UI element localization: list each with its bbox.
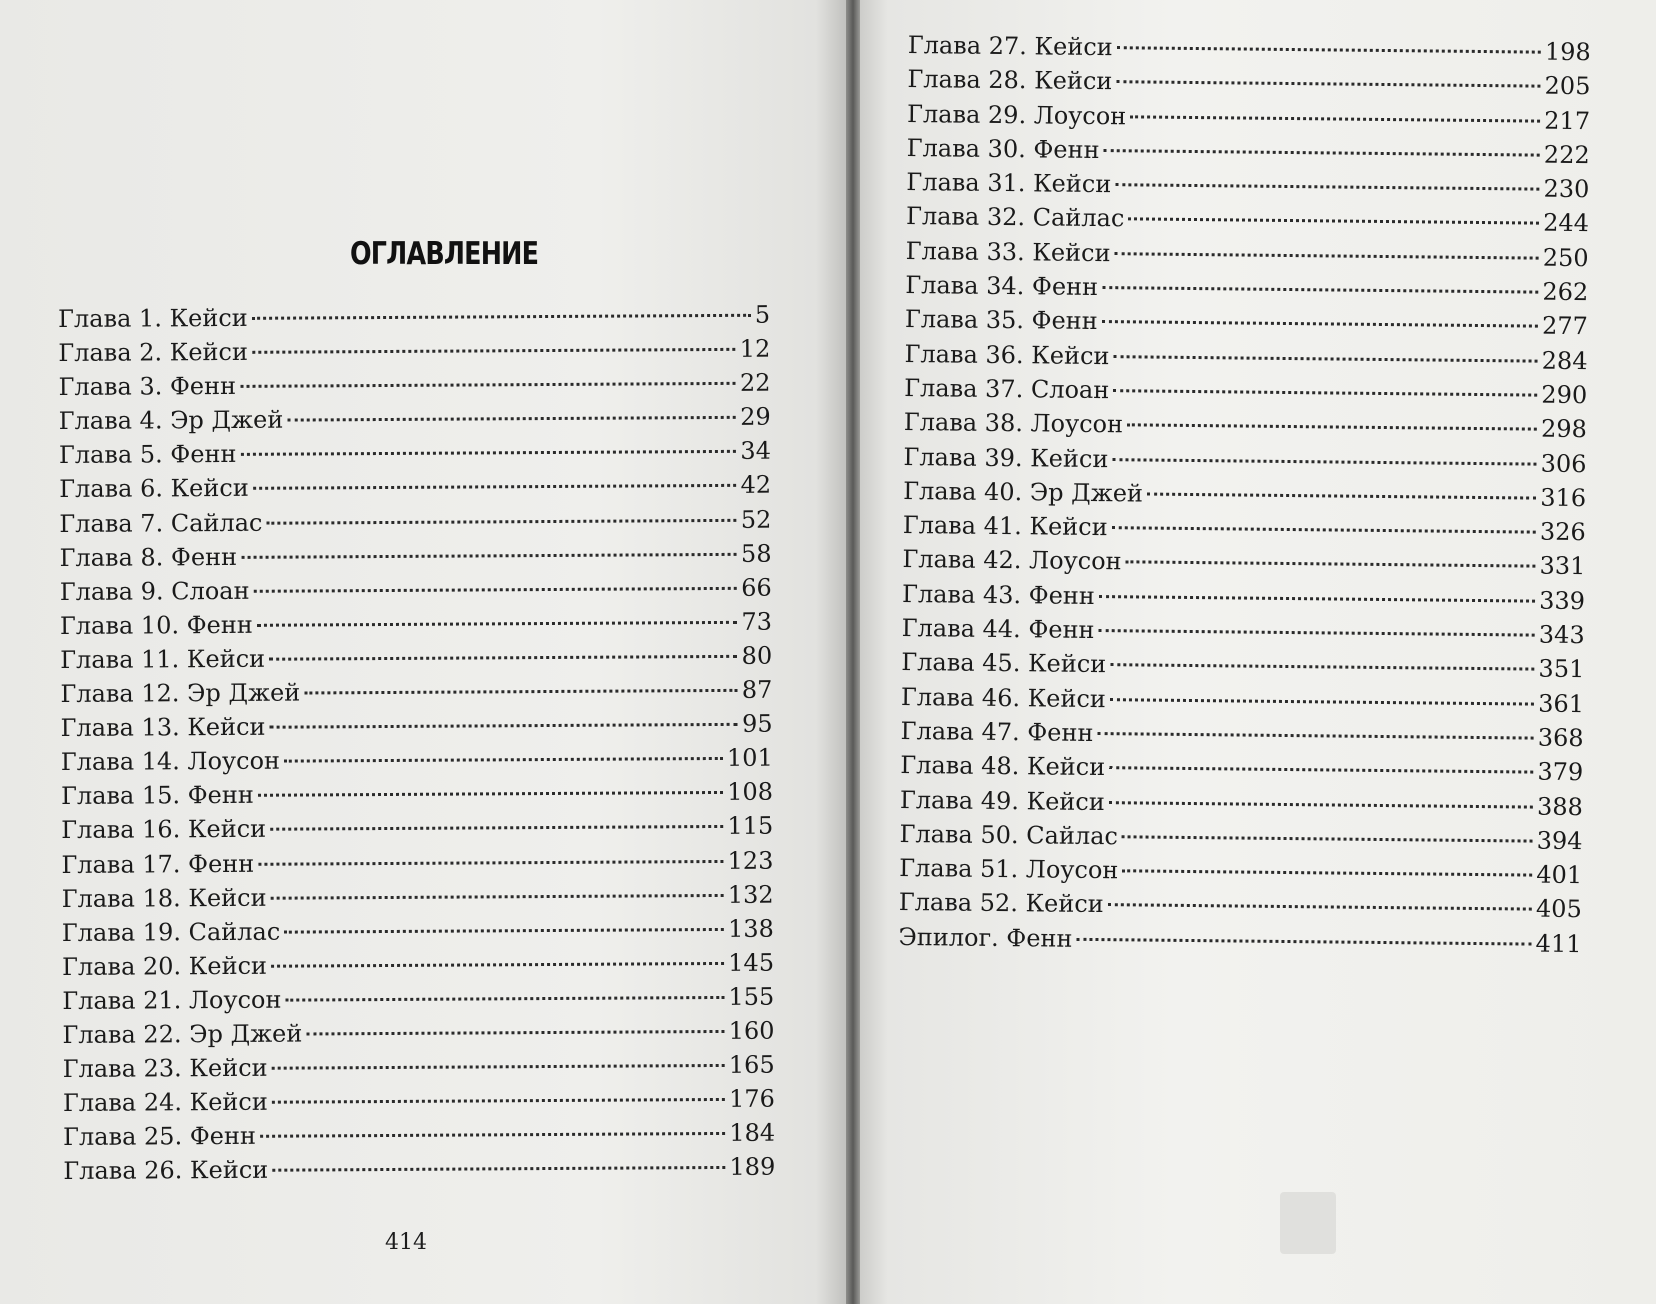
toc-entry-page: 22 <box>739 368 771 398</box>
toc-entry-page: 42 <box>740 471 772 500</box>
toc-entry-title: Глава 43. Фенн <box>901 579 1096 610</box>
toc-entry-page: 379 <box>1537 757 1584 787</box>
toc-entry-title: Глава 39. Кейси <box>903 442 1109 473</box>
toc-entry <box>58 366 770 404</box>
toc-entry-title: Глава 41. Кейси <box>902 511 1108 542</box>
toc-entry-page: 351 <box>1538 654 1585 684</box>
dot-leader <box>1112 458 1536 465</box>
toc-entry-page: 34 <box>740 437 772 466</box>
dot-leader <box>1127 424 1537 431</box>
dot-leader <box>1110 663 1534 670</box>
toc-list-right <box>898 28 1591 961</box>
toc-entry-title: Глава 14. Лоусон <box>60 746 281 777</box>
toc-entry <box>60 707 772 745</box>
toc-entry-title: Глава 1. Кейси <box>58 303 248 333</box>
toc-entry-title: Глава 47. Фенн <box>900 716 1094 747</box>
toc-entry-page: 115 <box>727 812 774 841</box>
dot-leader <box>1098 629 1534 637</box>
toc-entry <box>62 911 774 949</box>
dot-leader <box>1109 766 1533 773</box>
toc-entry-title: Глава 10. Фенн <box>59 610 253 640</box>
toc-entry-page: 132 <box>727 880 774 909</box>
toc-entry-page: 165 <box>728 1050 775 1079</box>
dot-leader <box>1115 183 1539 190</box>
toc-entry <box>61 843 773 881</box>
toc-entry-page: 222 <box>1543 140 1590 170</box>
toc-entry <box>58 332 770 370</box>
toc-entry-page: 401 <box>1536 860 1583 890</box>
dot-leader <box>287 416 736 422</box>
dot-leader <box>253 484 737 490</box>
toc-entry-title: Глава 46. Кейси <box>900 682 1107 713</box>
toc-entry-page: 361 <box>1538 689 1585 718</box>
toc-entry <box>59 400 771 438</box>
toc-entry-title: Глава 30. Фенн <box>906 133 1100 164</box>
toc-entry <box>61 741 773 779</box>
dot-leader <box>1110 698 1534 705</box>
toc-entry-page: 388 <box>1536 792 1584 821</box>
toc-entry-title: Глава 52. Кейси <box>898 888 1104 919</box>
toc-entry-page: 217 <box>1544 106 1591 135</box>
page-number: 414 <box>385 1230 427 1255</box>
toc-entry-title: Глава 29. Лоусон <box>906 99 1127 130</box>
dot-leader <box>240 450 736 456</box>
dot-leader <box>260 1132 725 1138</box>
toc-entry-page: 262 <box>1542 277 1589 307</box>
dot-leader <box>258 859 723 865</box>
toc-entry-title: Глава 11. Кейси <box>60 644 266 674</box>
toc-entry-title: Глава 24. Кейси <box>62 1087 268 1118</box>
toc-entry-page: 145 <box>728 948 775 977</box>
toc-entry-title: Глава 3. Фенн <box>58 372 237 402</box>
toc-entry-page: 52 <box>740 505 772 534</box>
toc-entry-page: 198 <box>1544 37 1591 67</box>
toc-entry-page: 155 <box>728 982 775 1011</box>
toc-entry-title: Глава 45. Кейси <box>901 648 1107 679</box>
toc-entry-title: Глава 20. Кейси <box>61 951 268 981</box>
dot-leader <box>1097 732 1533 740</box>
toc-list-left <box>58 298 775 1189</box>
dot-leader <box>1116 80 1540 87</box>
toc-entry-page: 160 <box>728 1016 775 1045</box>
toc-entry-title: Глава 9. Слоан <box>59 576 250 606</box>
toc-entry-page: 250 <box>1542 243 1589 272</box>
toc-entry <box>60 570 772 608</box>
toc-entry-page: 298 <box>1540 414 1587 444</box>
toc-entry-title: Глава 6. Кейси <box>59 474 249 504</box>
toc-entry <box>59 502 771 540</box>
toc-entry <box>58 298 770 336</box>
toc-entry <box>62 945 774 983</box>
toc-entry <box>63 1082 775 1120</box>
toc-entry <box>898 920 1581 961</box>
dot-leader <box>1113 389 1537 396</box>
dot-leader <box>284 928 724 934</box>
toc-entry-page: 73 <box>741 607 773 636</box>
toc-entry-page: 108 <box>727 777 774 807</box>
dot-leader <box>1102 286 1538 294</box>
toc-entry <box>61 775 773 813</box>
toc-entry-title: Глава 35. Фенн <box>904 305 1098 336</box>
toc-entry-page: 66 <box>741 573 772 602</box>
toc-entry <box>59 468 771 506</box>
toc-entry-title: Глава 23. Кейси <box>62 1053 268 1084</box>
toc-entry-page: 29 <box>740 402 771 432</box>
toc-entry <box>63 1150 775 1188</box>
toc-entry-page: 368 <box>1537 723 1584 753</box>
dot-leader <box>240 382 736 388</box>
toc-entry-page: 244 <box>1543 209 1590 238</box>
toc-entry <box>60 673 772 711</box>
dot-leader <box>1117 46 1541 53</box>
toc-entry-title: Глава 19. Сайлас <box>61 917 281 947</box>
dot-leader <box>269 723 738 729</box>
dot-leader <box>1102 320 1538 328</box>
toc-entry-title: Глава 42. Лоусон <box>902 545 1122 576</box>
dot-leader <box>252 314 751 320</box>
dot-leader <box>1128 218 1539 225</box>
toc-entry-title: Глава 22. Эр Джей <box>62 1019 303 1049</box>
toc-entry-page: 176 <box>728 1084 775 1114</box>
dot-leader <box>271 962 724 968</box>
toc-entry-title: Глава 7. Сайлас <box>59 508 263 538</box>
toc-entry-page: 138 <box>727 914 774 943</box>
dot-leader <box>258 791 723 797</box>
toc-entry-page: 101 <box>726 743 773 773</box>
toc-entry-page: 95 <box>741 709 773 738</box>
toc-entry-page: 394 <box>1536 826 1583 855</box>
toc-entry-page: 326 <box>1539 517 1586 547</box>
toc-entry-page: 331 <box>1539 552 1586 581</box>
toc-entry-title: Глава 28. Кейси <box>907 65 1113 96</box>
toc-entry-title: Глава 16. Кейси <box>61 815 267 845</box>
dot-leader <box>241 553 737 559</box>
toc-entry-title: Глава 27. Кейси <box>907 30 1113 62</box>
toc-entry-title: Глава 50. Сайлас <box>899 819 1119 851</box>
toc-entry-page: 5 <box>754 300 771 329</box>
dot-leader <box>272 1098 725 1104</box>
toc-entry-title: Глава 33. Кейси <box>905 236 1111 267</box>
dot-leader <box>1126 561 1536 568</box>
toc-entry-page: 230 <box>1543 174 1590 204</box>
toc-entry-page: 290 <box>1541 380 1588 410</box>
toc-entry-title: Глава 32. Сайлас <box>905 202 1125 233</box>
dot-leader <box>1113 355 1537 362</box>
toc-entry <box>62 980 774 1018</box>
toc-entry <box>61 809 773 847</box>
toc-entry <box>60 639 772 677</box>
toc-entry-title: Глава 34. Фенн <box>905 271 1099 302</box>
dot-leader <box>1112 526 1536 533</box>
dot-leader <box>306 1030 724 1036</box>
dot-leader <box>271 894 724 900</box>
bleed-through-mark <box>1280 1192 1336 1254</box>
toc-entry-title: Глава 15. Фенн <box>60 781 254 811</box>
toc-entry-title: Глава 2. Кейси <box>58 337 249 368</box>
toc-entry-page: 189 <box>729 1152 776 1182</box>
toc-entry-title: Глава 26. Кейси <box>63 1156 269 1186</box>
dot-leader <box>284 757 723 763</box>
book-gutter <box>846 0 860 1304</box>
toc-entry-title: Глава 18. Кейси <box>61 883 267 913</box>
toc-entry-title: Глава 31. Кейси <box>906 168 1112 199</box>
dot-leader <box>285 996 724 1002</box>
toc-entry-title: Глава 49. Кейси <box>899 785 1105 816</box>
dot-leader <box>1099 595 1535 603</box>
toc-entry-page: 205 <box>1544 71 1591 101</box>
toc-entry-title: Глава 40. Эр Джей <box>903 476 1144 508</box>
toc-entry <box>60 604 772 642</box>
toc-entry-title: Глава 13. Кейси <box>60 712 266 743</box>
dot-leader <box>257 621 738 627</box>
toc-entry-title: Глава 17. Фенн <box>61 849 255 879</box>
toc-heading: ОГЛАВЛЕНИЕ <box>350 236 539 272</box>
dot-leader <box>269 655 738 661</box>
toc-entry <box>62 877 774 915</box>
toc-entry-page: 80 <box>741 641 773 670</box>
dot-leader <box>304 689 738 695</box>
toc-entry-title: Глава 4. Эр Джей <box>58 405 284 436</box>
toc-entry-title: Глава 36. Кейси <box>904 339 1110 370</box>
toc-entry <box>63 1116 775 1154</box>
toc-entry-title: Глава 37. Слоан <box>904 373 1110 405</box>
dot-leader <box>254 587 738 593</box>
dot-leader <box>1109 801 1533 808</box>
dot-leader <box>1122 869 1532 876</box>
toc-entry <box>59 536 771 574</box>
toc-entry <box>62 1014 774 1052</box>
toc-entry-page: 411 <box>1535 929 1582 958</box>
dot-leader <box>270 825 723 831</box>
toc-entry-title: Эпилог. Фенн <box>898 922 1073 953</box>
dot-leader <box>1115 252 1539 259</box>
dot-leader <box>272 1166 725 1172</box>
dot-leader <box>1147 492 1536 499</box>
dot-leader <box>1108 904 1532 911</box>
dot-leader <box>1122 835 1533 842</box>
toc-entry-page: 405 <box>1535 895 1582 924</box>
toc-entry-title: Глава 21. Лоусон <box>62 985 282 1015</box>
toc-entry-title: Глава 48. Кейси <box>900 751 1106 782</box>
toc-entry-title: Глава 12. Эр Джей <box>60 678 301 709</box>
toc-entry-page: 12 <box>739 334 771 363</box>
toc-entry-page: 343 <box>1538 620 1585 650</box>
toc-entry-title: Глава 25. Фенн <box>63 1122 256 1152</box>
dot-leader <box>272 1064 725 1070</box>
toc-entry-title: Глава 38. Лоусон <box>903 408 1124 439</box>
toc-entry-title: Глава 44. Фенн <box>901 614 1095 645</box>
toc-entry <box>59 434 771 472</box>
toc-entry-page: 87 <box>741 675 773 704</box>
toc-entry-title: Глава 8. Фенн <box>59 542 238 572</box>
dot-leader <box>1104 149 1540 157</box>
toc-entry-page: 284 <box>1541 346 1588 375</box>
toc-entry-page: 339 <box>1539 586 1586 615</box>
toc-entry-page: 316 <box>1540 483 1587 512</box>
toc-entry-page: 306 <box>1540 449 1587 478</box>
toc-entry <box>63 1048 775 1086</box>
dot-leader <box>266 518 736 524</box>
toc-entry-title: Глава 5. Фенн <box>58 440 237 470</box>
toc-entry-title: Глава 51. Лоусон <box>899 854 1119 885</box>
toc-entry-page: 123 <box>727 846 774 875</box>
dot-leader <box>1076 938 1531 946</box>
toc-entry-page: 58 <box>740 539 772 568</box>
toc-entry-page: 277 <box>1541 312 1589 341</box>
toc-entry-page: 184 <box>729 1118 776 1148</box>
dot-leader <box>1130 115 1540 122</box>
dot-leader <box>252 348 736 354</box>
